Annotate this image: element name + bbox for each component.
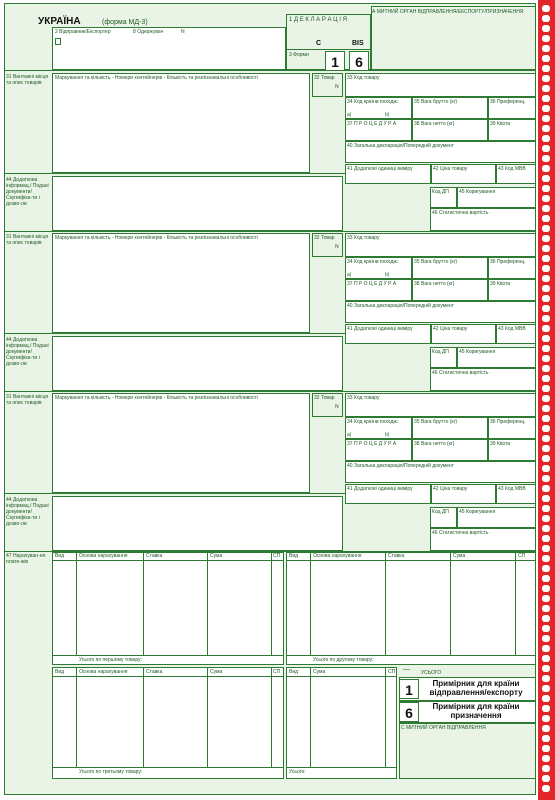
perforation-hole [542, 95, 550, 102]
perforation-hole [542, 215, 550, 222]
net-weight-label: 38 Вага нетто (кг) [414, 281, 455, 287]
preference-label: 36 Преференц. [490, 419, 526, 425]
perforation-hole [542, 325, 550, 332]
origin-a-label: a| [347, 272, 352, 278]
perforation-hole [542, 445, 550, 452]
goods-description-area[interactable] [52, 73, 310, 173]
charges-table-item-1[interactable] [52, 552, 284, 665]
charges-table-item-3[interactable] [52, 667, 284, 779]
perforation-hole [542, 285, 550, 292]
total-label: Усього: [289, 769, 306, 775]
goods-description-area[interactable] [52, 393, 310, 493]
adjustment-label: 45 Коригування [459, 349, 496, 355]
item-price-label: 42 Ціна товару [433, 166, 468, 172]
perforation-hole [542, 5, 550, 12]
dp-code-label: Код ДП [432, 349, 449, 355]
total-second-item: Усього по другому товару: [313, 657, 374, 663]
perforation-hole [542, 565, 550, 572]
perforation-hole [542, 275, 550, 282]
grand-total-dash: — [403, 666, 410, 673]
quota-label: 39 Квота [490, 281, 511, 287]
previous-document-label: 40 Загальна декларація/Попередній документ [347, 463, 454, 469]
perforation-hole [542, 485, 550, 492]
origin-country-label: 34 Код країни походж. [347, 419, 399, 425]
item-number-label: 32 Товар [314, 75, 335, 81]
perforation-hole [542, 425, 550, 432]
declaration-bis: BIS [352, 40, 364, 47]
perforation-hole [542, 35, 550, 42]
charges-label: 47 Нарахуван-ня плате-жів [6, 553, 46, 565]
perforation-hole [542, 105, 550, 112]
perforation-hole [542, 345, 550, 352]
perforation-hole [542, 115, 550, 122]
perforation-hole [542, 395, 550, 402]
procedure-label: 37 П Р О Ц Е Д У Р А [347, 121, 397, 127]
perforation-hole [542, 675, 550, 682]
mvv-code-label: 43 Код МВВ [498, 326, 526, 332]
perforation-hole [542, 265, 550, 272]
item-n-label: N [335, 404, 339, 410]
mvv-code-label: 43 Код МВВ [498, 486, 526, 492]
charges-sum-header: Сума [453, 553, 466, 559]
perforation-hole [542, 205, 550, 212]
customs-office-a-box [371, 6, 536, 70]
perforation-hole [542, 385, 550, 392]
charges-sum-header: Сума [313, 669, 326, 675]
perforation-hole [542, 655, 550, 662]
perforation-hole [542, 615, 550, 622]
additional-info-label: 44 Додаткова інформац./ Подані документи/ Сертифіка-ти і дозво-ли [6, 177, 49, 207]
adjustment-label: 45 Коригування [459, 189, 496, 195]
perforation-hole [542, 765, 550, 772]
perforation-hole [542, 155, 550, 162]
perforation-hole [542, 665, 550, 672]
charges-basis-header: Основа нарахування [79, 553, 128, 559]
origin-a-label: a| [347, 112, 352, 118]
perforation-hole [542, 505, 550, 512]
perforation-hole [542, 545, 550, 552]
statistical-value-label: 46 Статистична вартість [432, 530, 489, 536]
perforation-hole [542, 555, 550, 562]
perforation-hole [542, 645, 550, 652]
perforation-hole [542, 635, 550, 642]
item-price-label: 42 Ціна товару [433, 486, 468, 492]
quota-label: 39 Квота [490, 121, 511, 127]
charges-kind-header: Вид [55, 553, 65, 559]
perforation-hole [542, 335, 550, 342]
additional-info-area[interactable] [52, 336, 343, 391]
perforation-hole [542, 315, 550, 322]
charges-table-item-2[interactable] [286, 552, 536, 665]
additional-info-label: 44 Додаткова інформац./ Подані документи/ Сертифіка-ти і дозво-ли [6, 337, 49, 367]
perforation-hole [542, 715, 550, 722]
charges-rate-header: Ставка [146, 553, 163, 559]
perforation-hole [542, 465, 550, 472]
customs-office-c-box[interactable] [399, 723, 536, 779]
goods-description-label: 31 Вантажні місця та опис товарів [6, 394, 49, 406]
perforation-hole [542, 175, 550, 182]
origin-b-label: b| [385, 432, 390, 438]
perforation-hole [542, 595, 550, 602]
perforation-hole [542, 735, 550, 742]
marks-label: Маркування та кількість - Номери контейнерів - Кількість та розпізнавальні особливості [55, 235, 258, 241]
perforation-hole [542, 455, 550, 462]
perforation-hole [542, 515, 550, 522]
perforation-hole [542, 495, 550, 502]
perforation-hole [542, 525, 550, 532]
perforation-hole [542, 15, 550, 22]
commodity-code-label: 33 Код товару [347, 395, 380, 401]
preference-label: 36 Преференц. [490, 259, 526, 265]
charges-sp-header: СП [518, 553, 526, 559]
perforation-hole [542, 585, 550, 592]
perforation-hole [542, 25, 550, 32]
perforation-hole [542, 355, 550, 362]
net-weight-label: 38 Вага нетто (кг) [414, 121, 455, 127]
origin-b-label: b| [385, 112, 390, 118]
procedure-label: 37 П Р О Ц Е Д У Р А [347, 441, 397, 447]
declaration-c: C [316, 40, 322, 47]
commodity-code-label: 33 Код товару [347, 235, 380, 241]
perforation-hole [542, 305, 550, 312]
previous-document-label: 40 Загальна декларація/Попередній документ [347, 303, 454, 309]
perforation-hole [542, 475, 550, 482]
perforation-hole [542, 125, 550, 132]
charges-sp-header: СП [273, 553, 281, 559]
declaration-label: 1 Д Е К Л А Р А Ц І Я [289, 17, 347, 23]
charges-sum-header: Сума [210, 553, 223, 559]
perforation-hole [542, 225, 550, 232]
gross-weight-label: 35 Вага брутто (кг) [414, 99, 458, 105]
item-n-label: N [335, 84, 339, 90]
additional-units-label: 41 Додаткові одиниці виміру [347, 486, 413, 492]
adjustment-label: 45 Коригування [459, 509, 496, 515]
item-price-label: 42 Ціна товару [433, 326, 468, 332]
goods-description-label: 31 Вантажні місця та опис товарів [6, 234, 49, 246]
perforation-hole [542, 745, 550, 752]
form-code: (форма МД-3) [102, 19, 148, 26]
charges-sum-header: Сума [210, 669, 223, 675]
charges-basis-header: Основа нарахування [313, 553, 362, 559]
copy-number-1: 1 [399, 679, 419, 699]
perforation-hole [542, 135, 550, 142]
additional-info-label: 44 Додаткова інформац./ Подані документи/ Сертифіка-ти і дозво-ли [6, 497, 49, 527]
forms-label: 3 Форми [289, 52, 309, 58]
perforation-strip [538, 0, 555, 800]
net-weight-label: 38 Вага нетто (кг) [414, 441, 455, 447]
goods-description-area[interactable] [52, 233, 310, 333]
perforation-hole [542, 55, 550, 62]
charges-kind-header: Вид [289, 553, 299, 559]
perforation-hole [542, 75, 550, 82]
quota-label: 39 Квота [490, 441, 511, 447]
origin-b-label: b| [385, 272, 390, 278]
perforation-hole [542, 365, 550, 372]
copy-number-6: 6 [399, 702, 419, 722]
customs-office-a-label: А МИТНИЙ ОРГАН ВІДПРАВЛЕННЯ/ЕКСПОРТУ/ПРИЗНАЧЕННЯ [372, 9, 524, 15]
statistical-value-label: 46 Статистична вартість [432, 370, 489, 376]
perforation-hole [542, 605, 550, 612]
perforation-hole [542, 185, 550, 192]
form-number-1: 1 [325, 51, 345, 71]
grand-total-label: УСЬОГО [421, 670, 442, 676]
dp-code-label: Код ДП [432, 509, 449, 515]
charges-rate-header: Ставка [388, 553, 405, 559]
additional-units-label: 41 Додаткові одиниці виміру [347, 166, 413, 172]
statistical-value-label: 46 Статистична вартість [432, 210, 489, 216]
perforation-hole [542, 145, 550, 152]
perforation-hole [542, 775, 550, 782]
gross-weight-label: 35 Вага брутто (кг) [414, 259, 458, 265]
goods-description-label: 31 Вантажні місця та опис товарів [6, 74, 49, 86]
receiver-n-label: N [181, 29, 185, 35]
perforation-hole [542, 415, 550, 422]
perforation-hole [542, 725, 550, 732]
sender-label: 2 Відправник/Експортер [55, 29, 111, 35]
origin-country-label: 34 Код країни походж. [347, 99, 399, 105]
additional-info-area[interactable] [52, 176, 343, 231]
marks-label: Маркування та кількість - Номери контейнерів - Кількість та розпізнавальні особливості [55, 395, 258, 401]
charges-rate-header: Ставка [146, 669, 163, 675]
perforation-hole [542, 295, 550, 302]
perforation-hole [542, 245, 550, 252]
perforation-hole [542, 575, 550, 582]
charges-table-total[interactable] [286, 667, 397, 779]
charges-kind-header: Вид [289, 669, 299, 675]
charges-sp-header: СП [388, 669, 396, 675]
origin-a-label: a| [347, 432, 352, 438]
charges-kind-header: Вид [55, 669, 65, 675]
sender-checkbox[interactable] [55, 38, 61, 45]
perforation-hole [542, 375, 550, 382]
perforation-hole [542, 405, 550, 412]
perforation-hole [542, 85, 550, 92]
marks-label: Маркування та кількість - Номери контейнерів - Кількість та розпізнавальні особливості [55, 75, 258, 81]
perforation-hole [542, 435, 550, 442]
dp-code-label: Код ДП [432, 189, 449, 195]
origin-country-label: 34 Код країни походж. [347, 259, 399, 265]
customs-office-c-label: С МИТНИЙ ОРГАН ВІДПРАВЛЕННЯ [401, 725, 486, 731]
charges-basis-header: Основа нарахування [79, 669, 128, 675]
perforation-hole [542, 45, 550, 52]
item-n-label: N [335, 244, 339, 250]
item-number-label: 32 Товар [314, 235, 335, 241]
item-number-label: 32 Товар [314, 395, 335, 401]
perforation-hole [542, 235, 550, 242]
perforation-hole [542, 695, 550, 702]
form-number-6: 6 [349, 51, 369, 71]
perforation-hole [542, 785, 550, 792]
perforation-hole [542, 625, 550, 632]
receiver-label: 8 Одержувач [133, 29, 164, 35]
preference-label: 36 Преференц. [490, 99, 526, 105]
charges-sp-header: СП [273, 669, 281, 675]
additional-info-area[interactable] [52, 496, 343, 551]
additional-units-label: 41 Додаткові одиниці виміру [347, 326, 413, 332]
perforation-hole [542, 705, 550, 712]
country-title: УКРАЇНА [38, 16, 81, 27]
perforation-hole [542, 165, 550, 172]
total-first-item: Усього по першому товару: [79, 657, 142, 663]
previous-document-label: 40 Загальна декларація/Попередній документ [347, 143, 454, 149]
commodity-code-label: 33 Код товару [347, 75, 380, 81]
gross-weight-label: 35 Вага брутто (кг) [414, 419, 458, 425]
perforation-hole [542, 65, 550, 72]
perforation-hole [542, 535, 550, 542]
perforation-hole [542, 755, 550, 762]
copy-import-label: Примірник для країни призначення [432, 702, 520, 720]
procedure-label: 37 П Р О Ц Е Д У Р А [347, 281, 397, 287]
perforation-hole [542, 685, 550, 692]
mvv-code-label: 43 Код МВВ [498, 166, 526, 172]
perforation-hole [542, 195, 550, 202]
perforation-hole [542, 255, 550, 262]
total-third-item: Усього по третьому товару: [79, 769, 143, 775]
copy-export-label: Примірник для країни відправлення/експорту [429, 679, 523, 697]
